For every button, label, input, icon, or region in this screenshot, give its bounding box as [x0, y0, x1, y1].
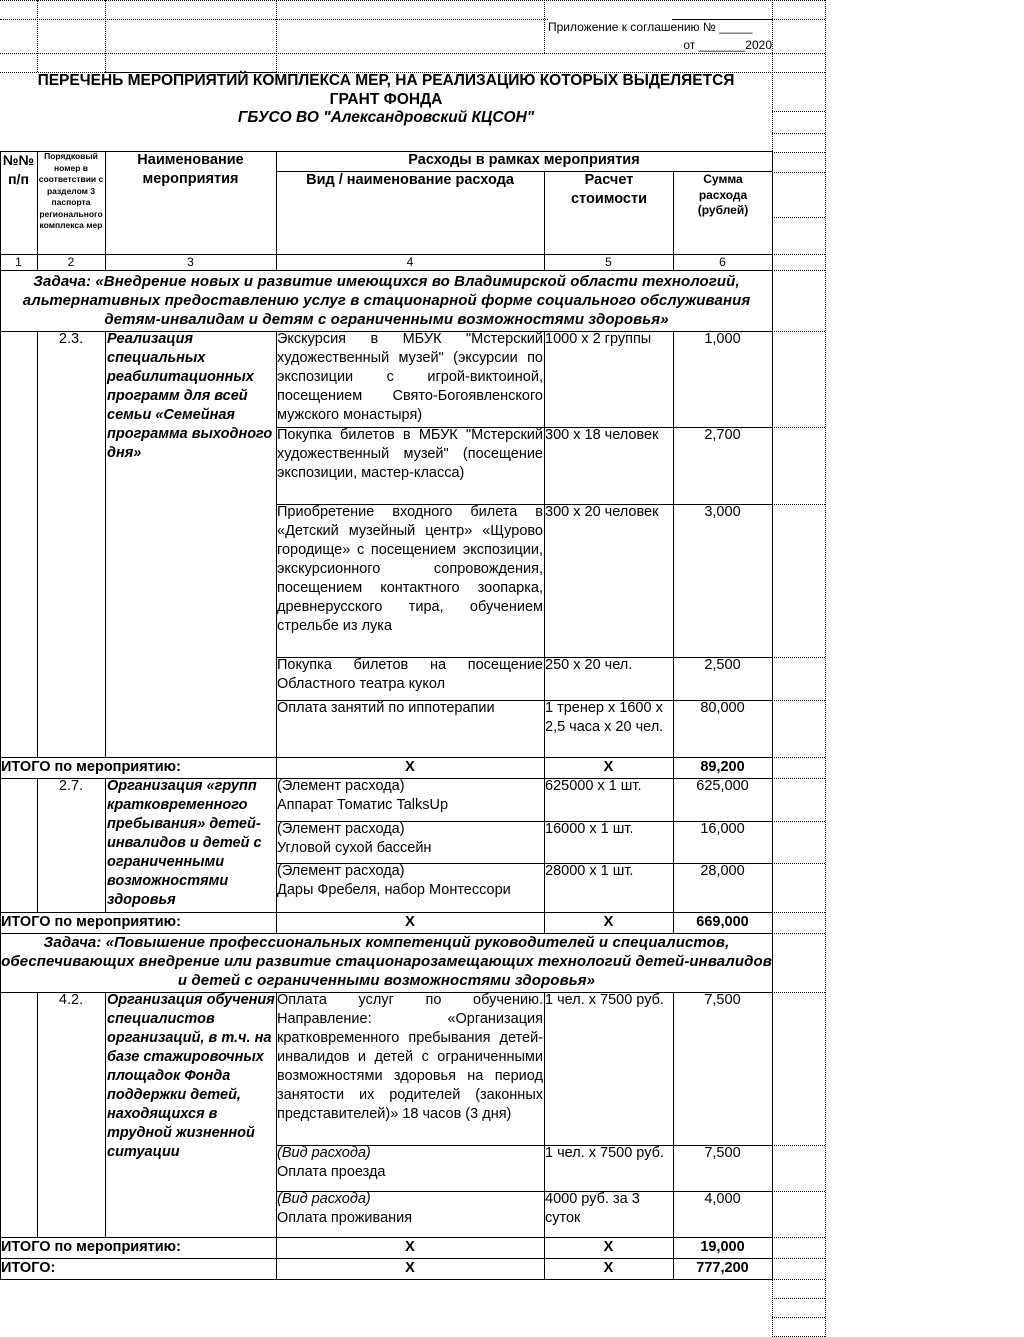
- expense-calculation: 625000 х 1 шт.: [545, 778, 642, 794]
- grid-line: [772, 1191, 825, 1192]
- expense-description: Приобретение входного билета в «Детский музейный центр» «Щурово городище» с посещением экспозиции, экскурсионного сопровождения, посещением контактного зоопарка, древнерусского тира, обучением стрельбе из лука: [277, 504, 543, 634]
- grid-line: [772, 133, 825, 134]
- event-total-label: ИТОГО по мероприятию:: [1, 759, 181, 775]
- expense-kind: (Элемент расхода): [277, 863, 405, 879]
- title-line-1: ПЕРЕЧЕНЬ МЕРОПРИЯТИЙ КОМПЛЕКСА МЕР, НА РЕАЛИЗАЦИЮ КОТОРЫХ ВЫДЕЛЯЕТСЯ: [37, 72, 735, 89]
- table-border: [544, 992, 545, 1279]
- event-total-x: X: [603, 914, 614, 930]
- expense-calculation: 4000 руб. за 3 суток: [545, 1191, 640, 1226]
- title-line-2: ГРАНТ ФОНДА: [329, 91, 443, 108]
- expense-kind: (Элемент расхода): [277, 778, 405, 794]
- grand-total-x: X: [603, 1260, 614, 1276]
- expense-calculation: 1 чел. х 7500 руб.: [545, 1145, 664, 1161]
- header-event-name: Наименование мероприятия: [137, 152, 244, 187]
- column-number: 3: [187, 255, 194, 269]
- grid-line: [772, 19, 825, 20]
- expense-description: Покупка билетов на посещение Областного театра кукол: [277, 657, 543, 692]
- expense-calculation: 300 х 18 человек: [545, 427, 659, 443]
- grid-line: [772, 1145, 825, 1146]
- expense-sum: 7,500: [704, 992, 741, 1008]
- table-border: [0, 270, 773, 271]
- expense-sum: 4,000: [704, 1191, 741, 1207]
- expense-sum: 28,000: [700, 863, 745, 879]
- grid-line: [772, 778, 825, 779]
- expense-sum: 3,000: [704, 504, 741, 520]
- table-border: [544, 778, 545, 933]
- grid-line: [772, 111, 825, 112]
- header-cost-calculation: Расчет стоимости: [570, 172, 648, 207]
- expense-item: [276, 1190, 544, 1228]
- table-border: [37, 331, 38, 757]
- expense-sum: 2,700: [704, 427, 741, 443]
- expense-description: Угловой сухой бассейн: [277, 840, 432, 856]
- expense-item: [276, 862, 544, 900]
- grand-total-label: ИТОГО:: [1, 1260, 56, 1276]
- expense-sum: 1,000: [704, 331, 741, 347]
- grand-total-sum: 777,200: [696, 1260, 749, 1276]
- grid-line: [772, 270, 825, 271]
- grid-line: [772, 933, 825, 934]
- expense-description: Оплата услуг по обучению. Направление: «Организация кратковременного пребывания детей-инвалидов и детей с ограниченными возможностями здоровья на период занятости их родителей (законных представителей)» 18 часов (3 дня): [277, 992, 543, 1122]
- grid-line: [772, 1298, 825, 1299]
- event-number: 4.2.: [58, 992, 84, 1008]
- expense-calculation: 1 чел. х 7500 руб.: [545, 992, 664, 1008]
- grid-line: [772, 504, 825, 505]
- grid-line: [772, 254, 825, 255]
- grid-line: [825, 0, 826, 1337]
- expense-sum: 625,000: [696, 778, 749, 794]
- expense-sum: 2,500: [704, 657, 741, 673]
- annex-line-1: Приложение к соглашению № _____: [548, 20, 753, 34]
- expense-sum: 80,000: [700, 700, 745, 716]
- expense-calculation: 1000 х 2 группы: [545, 331, 652, 347]
- annex-line-2: от _______2020: [683, 38, 772, 52]
- grid-line: [772, 172, 825, 173]
- table-border: [673, 992, 674, 1279]
- event-total-x: X: [603, 759, 614, 775]
- expense-description: Оплата занятий по иппотерапии: [277, 700, 495, 716]
- grid-line: [772, 700, 825, 701]
- task-row: Задача: «Внедрение новых и развитие имеющихся во Владимирской области технологий, альтернативных предоставлению услуг в стационарной форме социального обслуживания детям-инвалидам и детям с ограниченными возможностями здоровья»: [22, 273, 751, 328]
- organization-name: ГБУСО ВО "Александровский КЦСОН": [237, 109, 535, 126]
- event-total-x: X: [405, 1239, 415, 1255]
- table-border: [0, 1279, 773, 1280]
- column-number: 4: [406, 255, 414, 269]
- grid-line: [544, 0, 545, 53]
- expense-kind: (Вид расхода): [277, 1191, 371, 1207]
- header-expense-type: Вид / наименование расхода: [306, 172, 514, 188]
- event-name: Организация обучения специалистов организаций, в т.ч. на базе стажировочных площадок Фонда поддержки детей, находящихся в трудной жизненной ситуации: [107, 992, 275, 1160]
- header-number: №№ п/п: [2, 152, 35, 187]
- event-total-sum: 89,200: [700, 759, 745, 775]
- grid-line: [0, 19, 548, 20]
- expense-description: Экскурсия в МБУК "Мстерский художественный музей" (эксурсии по экспозиции с игрой-виктоиной, посещением Свято-Богоявленского мужского монастыря): [277, 331, 543, 423]
- expense-description: Дары Фребеля, набор Монтессори: [277, 882, 511, 898]
- grid-line: [772, 217, 825, 218]
- grid-line: [772, 992, 825, 993]
- expense-kind: (Элемент расхода): [277, 821, 405, 837]
- expense-calculation: 300 х 20 человек: [545, 504, 659, 520]
- event-number: 2.3.: [58, 331, 84, 347]
- expense-item: [276, 1144, 544, 1182]
- grid-line: [772, 1279, 825, 1280]
- grid-line: [772, 863, 825, 864]
- expense-description: Оплата проживания: [277, 1210, 413, 1226]
- grid-line: [772, 757, 825, 758]
- grid-line: [105, 0, 106, 72]
- column-number: 6: [719, 255, 726, 269]
- expense-sum: 16,000: [700, 821, 745, 837]
- event-total-sum: 19,000: [700, 1239, 745, 1255]
- expense-kind: (Вид расхода): [277, 1145, 371, 1161]
- grid-line: [772, 152, 825, 153]
- column-number: 5: [605, 255, 612, 269]
- annex-block: [548, 18, 772, 54]
- event-total-label: ИТОГО по мероприятию:: [1, 914, 181, 930]
- expense-item: [276, 820, 544, 858]
- header-passport-number: Порядковый номер в соответствии с разделом 3 паспорта регионального комплекса мер: [38, 151, 104, 230]
- event-name: Организация «групп кратковременного пребывания» детей-инвалидов и детей с ограниченными возможностями здоровья: [107, 778, 262, 908]
- grid-line: [772, 657, 825, 658]
- grand-total-x: X: [405, 1260, 415, 1276]
- expense-sum: 7,500: [704, 1145, 741, 1161]
- grid-line: [0, 0, 825, 1]
- event-total-x: X: [405, 759, 415, 775]
- table-border: [772, 151, 773, 1279]
- expense-calculation: 16000 х 1 шт.: [545, 821, 634, 837]
- event-total-sum: 669,000: [696, 914, 749, 930]
- expense-description: Покупка билетов в МБУК "Мстерский художественный музей" (посещение экспозиции, мастер-класса): [277, 427, 543, 481]
- grid-line: [772, 331, 825, 332]
- expense-item: [276, 777, 544, 815]
- column-number: 1: [15, 255, 22, 269]
- grid-line: [772, 1258, 825, 1259]
- grid-line: [772, 821, 825, 822]
- expense-calculation: 28000 х 1 шт.: [545, 863, 634, 879]
- event-total-x: X: [405, 914, 415, 930]
- grid-line: [276, 0, 277, 72]
- expense-description: Аппарат Томатис TalksUp: [277, 797, 449, 813]
- event-number: 2.7.: [58, 778, 84, 794]
- grid-line: [772, 1237, 825, 1238]
- grid-line: [772, 1317, 825, 1318]
- event-total-x: X: [603, 1239, 614, 1255]
- grid-line: [772, 912, 825, 913]
- event-total-label: ИТОГО по мероприятию:: [1, 1239, 181, 1255]
- header-expense-sum: Сумма расхода (рублей): [697, 172, 749, 217]
- expense-calculation: 1 тренер х 1600 х 2,5 часа х 20 чел.: [545, 700, 664, 735]
- expense-calculation: 250 х 20 чел.: [545, 657, 633, 673]
- grid-line: [37, 0, 38, 72]
- event-name: Реализация специальных реабилитационных программ для всей семьи «Семейная программа выходного дня»: [107, 331, 273, 461]
- grid-line: [772, 427, 825, 428]
- table-border: [37, 992, 38, 1237]
- table-border: [37, 778, 38, 912]
- task-row: Задача: «Повышение профессиональных компетенций руководителей и специалистов, обеспечивающих внедрение или развитие стационарозамещающих технологий детей-инвалидов и детей с ограниченными возможностями здоровья»: [1, 934, 772, 989]
- expense-description: Оплата проезда: [277, 1164, 386, 1180]
- table-border: [673, 778, 674, 933]
- page-title: [0, 71, 772, 109]
- column-number: 2: [67, 255, 75, 269]
- header-expenses-group: Расходы в рамках мероприятия: [408, 152, 640, 168]
